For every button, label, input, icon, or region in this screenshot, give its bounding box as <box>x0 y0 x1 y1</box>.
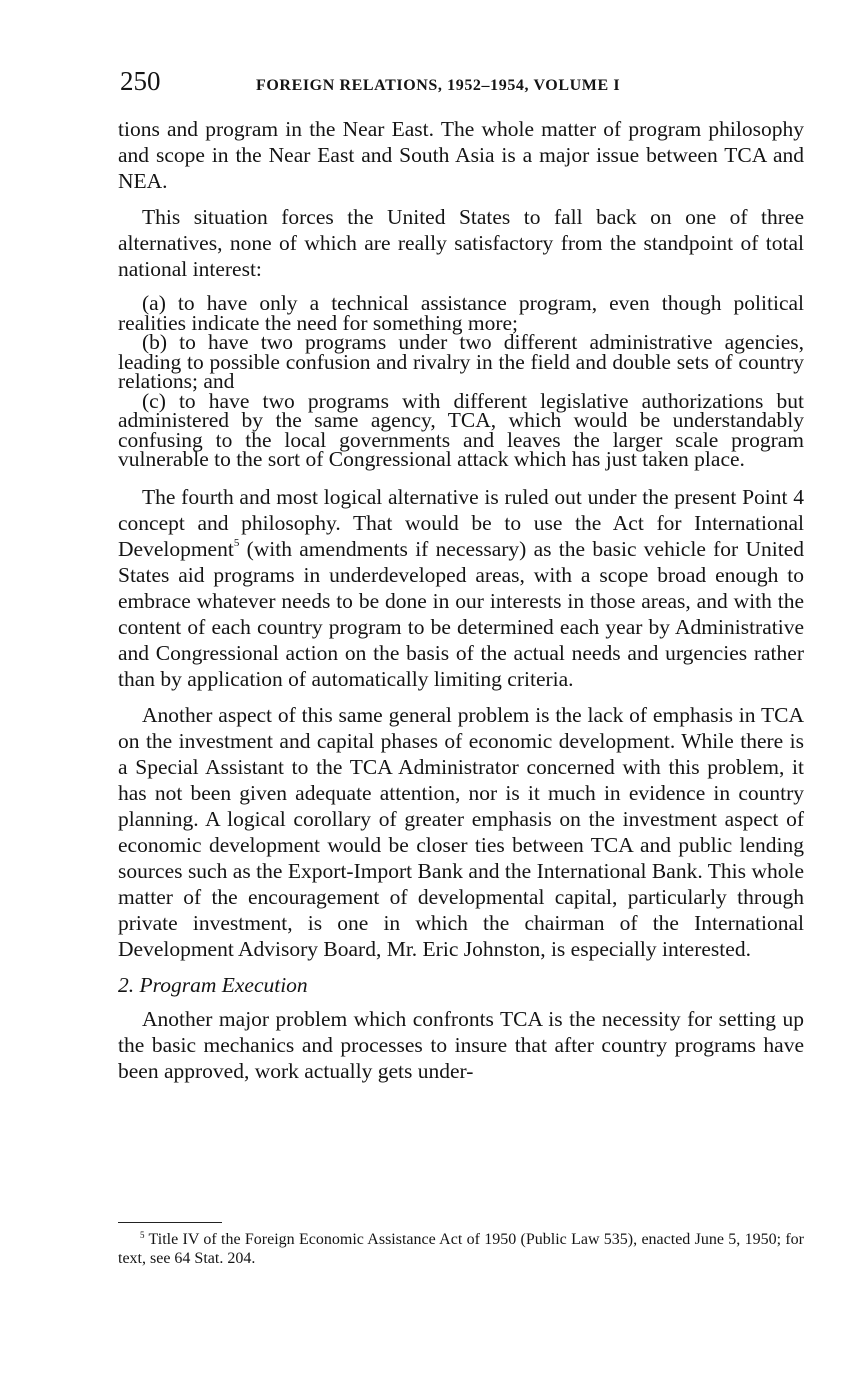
paragraph-text: (with amendments if necessary) as the basic vehicle for United States aid programs in underdeveloped areas, with a scope broad enough to embrace whatever needs to be done in our interests in those areas, and with the content of each country program to be determined each year by Administrative and Congressional action on the basis of the actual needs and urgencies rather than by application of automatically limiting criteria. <box>118 536 804 691</box>
footnote-marker: 5 <box>140 1230 145 1240</box>
section-heading: 2. Program Execution <box>118 972 308 997</box>
paragraph-text: The fourth and most logical alternative is ruled out under the present Point 4 concept and philosophy. That would be to use the Act for International Development <box>118 484 804 561</box>
list-item: (b) to have two programs under two different administrative agencies, leading to possible confusion and rivalry in the field and double sets of country relations; and <box>118 330 804 393</box>
paragraph-alternatives-intro: This situation forces the United States to fall back on one of three alternatives, none of which are really satisfactory from the standpoint of total national interest: <box>118 205 804 281</box>
running-head-title: FOREIGN RELATIONS, 1952–1954, VOLUME I <box>256 77 621 94</box>
paragraph-fourth-alternative <box>118 484 804 692</box>
paragraph-investment: Another aspect of this same general problem is the lack of emphasis in TCA on the investment and capital phases of economic development. While there is a Special Assistant to the TCA Administrator concerned with this problem, it has not been given adequate attention, nor is it much in evidence in country planning. A logical corollary of greater emphasis on the investment aspect of economic development would be closer ties between TCA and public lending sources such as the Export-Import Bank and the International Bank. This whole matter of the encouragement of developmental capital, particularly through private investment, is one in which the chairman of the International Development Advisory Board, Mr. Eric Johnston, is especially interested. <box>118 702 804 961</box>
footnote-text: Title IV of the Foreign Economic Assistance Act of 1950 (Public Law 535), enacted June 5, 1950; for text, see 64 Stat. 204. <box>118 1231 804 1267</box>
page-number: 250 <box>120 66 161 96</box>
alternatives-list <box>118 291 804 471</box>
footnote-divider <box>118 1222 222 1223</box>
footnote-reference[interactable]: 5 <box>233 536 240 549</box>
paragraph-program-execution: Another major problem which confronts TCA is the necessity for setting up the basic mechanics and processes to insure that after country programs have been approved, work actually gets under- <box>118 1006 804 1083</box>
list-item: (a) to have only a technical assistance program, even though political realities indicate the need for something more; <box>118 291 804 335</box>
body-text <box>118 116 804 1094</box>
footnote <box>118 1230 804 1268</box>
list-item: (c) to have two programs with different legislative authorizations but administered by the same agency, TCA, which would be understandably confusing to the local governments and leaves the larger scale program vulnerable to the sort of Congressional attack which has just taken place. <box>118 388 804 471</box>
running-head <box>120 66 810 100</box>
paragraph-continued: tions and program in the Near East. The whole matter of program philosophy and scope in the Near East and South Asia is a major issue between TCA and NEA. <box>118 117 804 193</box>
